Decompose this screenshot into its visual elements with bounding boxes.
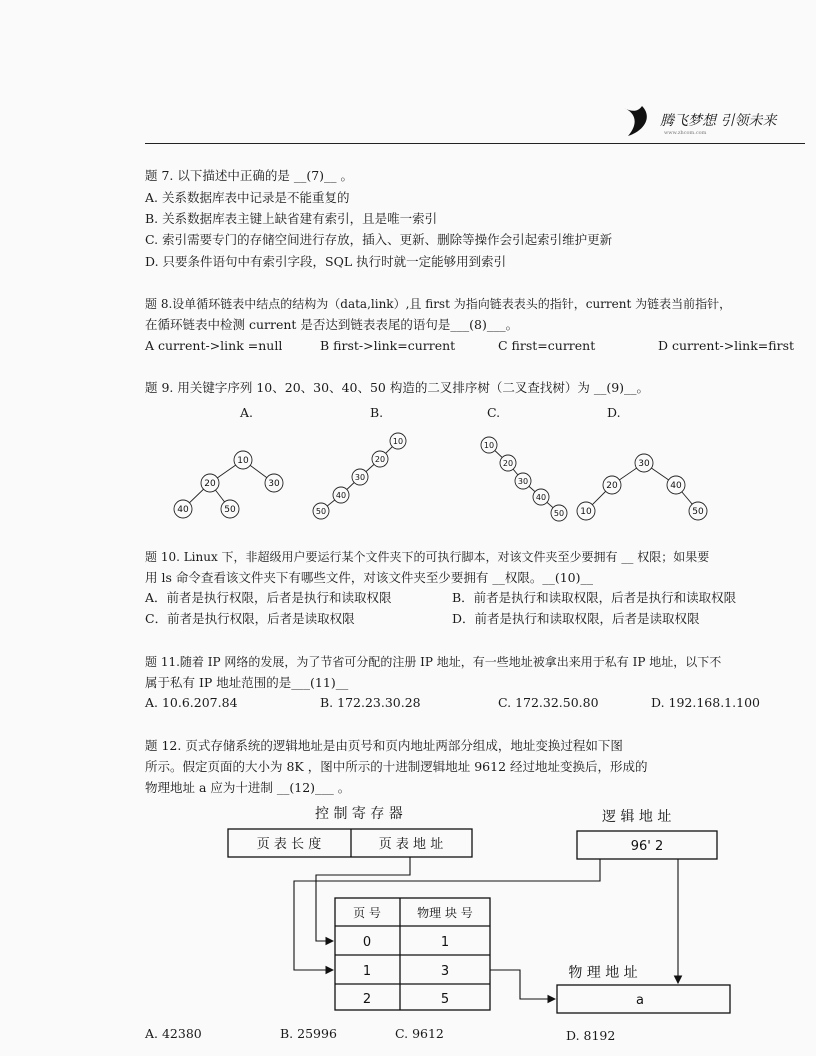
header-logo <box>620 102 800 142</box>
table-cell: 3 <box>440 964 450 979</box>
page-table-address-label: 页 表 地 址 <box>378 837 444 852</box>
q11-option-d: D. 192.168.1.100 <box>651 695 760 710</box>
q12-stem-line1: 题 12. 页式存储系统的逻辑地址是由页号和页内地址两部分组成，地址变换过程如下图 <box>145 738 623 753</box>
table-cell: 1 <box>440 935 450 950</box>
q7-stem: 题 7. 以下描述中正确的是 __(7)__ 。 <box>145 168 354 183</box>
q7-option-a: A. 关系数据库表中记录是不能重复的 <box>145 190 350 205</box>
q10-option-c: C．前者是执行权限，后者是读取权限 <box>145 611 355 626</box>
q12-option-c: C. 9612 <box>395 1026 444 1041</box>
tree-c-label: 20 <box>502 459 514 468</box>
tree-b-label: 50 <box>315 507 327 516</box>
q7-option-b: B. 关系数据库表主键上缺省建有索引，且是唯一索引 <box>145 211 438 226</box>
tree-c-label: 30 <box>517 477 529 486</box>
q10-option-b: B．前者是执行和读取权限，后者是执行和读取权限 <box>452 590 737 605</box>
tree-b-label: 40 <box>335 491 347 500</box>
tree-b-label: 20 <box>374 455 386 464</box>
q8-stem-line1: 题 8.设单循环链表中结点的结构为（data,link）,且 first 为指向链表表头的指针，current 为链表当前指针， <box>145 297 732 311</box>
tree-a-label: 10 <box>237 456 249 466</box>
q9-label-d: D. <box>607 405 621 420</box>
address-translation-diagram <box>0 795 816 1025</box>
q10-stem-line1: 题 10. Linux 下，非超级用户要运行某个文件夹下的可执行脚本，对该文件夹至少要拥有 __ 权限；如果要 <box>145 550 710 564</box>
q12-stem-line3: 物理地址 a 应为十进制 __(12)___ 。 <box>145 780 351 795</box>
tree-d-label: 50 <box>692 507 704 517</box>
q9-label-b: B. <box>370 405 384 420</box>
q8-option-b: B first->link=current <box>320 338 456 353</box>
tree-d-label: 40 <box>670 481 682 491</box>
q11-stem-line1: 题 11.随着 IP 网络的发展，为了节省可分配的注册 IP 地址，有一些地址被拿出来用于私有 IP 地址，以下不 <box>145 655 722 669</box>
tree-b-label: 30 <box>354 473 366 482</box>
q7-option-d: D. 只要条件语句中有索引字段，SQL 执行时就一定能够用到索引 <box>145 254 507 269</box>
q8-stem-line2: 在循环链表中检测 current 是否达到链表表尾的语句是___(8)___。 <box>145 317 519 332</box>
page-table-length-label: 页 表 长 度 <box>256 837 322 852</box>
table-header-block: 物理 块 号 <box>417 906 473 920</box>
logo-text: 腾飞梦想 引领未来 <box>660 113 777 129</box>
q12-option-b: B. 25996 <box>280 1026 337 1041</box>
q7-option-c: C. 索引需要专门的存储空间进行存放，插入、更新、删除等操作会引起索引维护更新 <box>145 232 613 247</box>
table-cell: 2 <box>362 992 372 1007</box>
table-header-page: 页 号 <box>353 906 381 920</box>
q12-option-a: A. 42380 <box>145 1026 202 1041</box>
table-cell: 1 <box>362 964 372 979</box>
tree-c-label: 10 <box>483 441 495 450</box>
tree-d-label: 10 <box>580 507 592 517</box>
q8-option-a: A current->link =null <box>145 338 283 353</box>
physical-address-value: a <box>636 993 644 1008</box>
q11-stem-line2: 属于私有 IP 地址范围的是___(11)__ <box>145 675 349 690</box>
q10-stem-line2: 用 ls 命令查看该文件夹下有哪些文件，对该文件夹至少要拥有 __权限。__(10)__ <box>145 570 593 585</box>
logo-icon <box>620 102 656 140</box>
header-rule <box>145 143 805 144</box>
tree-a-label: 50 <box>224 505 236 515</box>
logical-address-value: 96' 2 <box>630 839 664 854</box>
q12-option-d: D. 8192 <box>566 1028 616 1043</box>
q9-label-c: C. <box>487 405 501 420</box>
logo-sub: www.zhcom.com <box>664 130 707 136</box>
control-register-title: 控 制 寄 存 器 <box>315 806 403 822</box>
q11-option-a: A. 10.6.207.84 <box>145 695 238 710</box>
tree-b-label: 10 <box>392 437 404 446</box>
logical-address-title: 逻 辑 地 址 <box>602 809 672 825</box>
tree-a-label: 40 <box>177 505 189 515</box>
q9-label-a: A. <box>240 405 254 420</box>
q9-stem: 题 9. 用关键字序列 10、20、30、40、50 构造的二叉排序树（二叉查找树）为 __(9)__。 <box>145 380 650 395</box>
q10-option-d: D．前者是执行和读取权限，后者是读取权限 <box>452 611 700 626</box>
q8-option-c: C first=current <box>498 338 596 353</box>
tree-c-label: 40 <box>535 493 547 502</box>
tree-a-label: 30 <box>268 479 280 489</box>
table-cell: 5 <box>440 992 450 1007</box>
tree-c-label: 50 <box>553 509 565 518</box>
tree-a-label: 20 <box>204 479 216 489</box>
q11-option-b: B. 172.23.30.28 <box>320 695 421 710</box>
q8-option-d: D current->link=first <box>658 338 795 353</box>
tree-d-label: 30 <box>638 459 650 469</box>
q11-option-c: C. 172.32.50.80 <box>498 695 599 710</box>
q9-trees <box>0 425 816 535</box>
table-cell: 0 <box>362 935 372 950</box>
q12-stem-line2: 所示。假定页面的大小为 8K ，图中所示的十进制逻辑地址 9612 经过地址变换后，形成的 <box>145 759 648 774</box>
physical-address-title: 物 理 地 址 <box>568 965 638 981</box>
q10-option-a: A．前者是执行权限，后者是执行和读取权限 <box>145 590 392 605</box>
tree-d-label: 20 <box>606 481 618 491</box>
